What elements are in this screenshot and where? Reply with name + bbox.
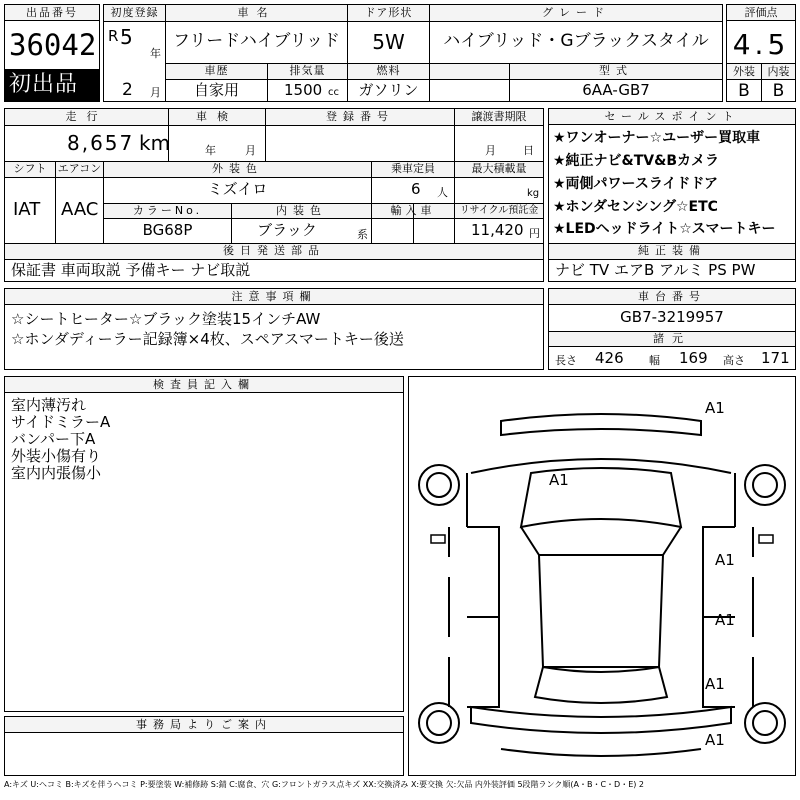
- import-label: 輸入車: [390, 204, 436, 217]
- damage-mark-right-rear: A1: [715, 611, 735, 629]
- door-type: 5W: [372, 30, 405, 54]
- inspector-line-3: バンパー下A: [11, 430, 96, 448]
- lot-label: 出品番号: [5, 5, 99, 21]
- sales-point-1: ★ワンオーナー☆ユーザー買取車: [553, 130, 761, 146]
- reg-label: 初度登録: [110, 6, 159, 19]
- length-label: 長さ: [555, 354, 577, 367]
- first-listing-badge: [5, 69, 99, 101]
- damage-mark-front-bumper: A1: [705, 399, 725, 417]
- ext-label: 外装: [733, 65, 755, 78]
- first-listing-text: 初出品: [9, 72, 79, 97]
- car-diagram: [408, 376, 796, 776]
- notes-title: 注意事項欄: [5, 289, 543, 305]
- load-unit: kg: [527, 188, 540, 199]
- grade: ハイブリッド・Gブラックスタイル: [443, 31, 709, 51]
- history: 自家用: [193, 81, 239, 99]
- details-grid: [4, 108, 544, 282]
- inspector-line-5: 室内内張傷小: [11, 464, 102, 482]
- color-no: BG68P: [142, 221, 193, 239]
- mileage: 8,657: [67, 131, 135, 155]
- shift-label: シフト: [13, 162, 47, 175]
- office-title: 事務局よりご案内: [5, 717, 403, 733]
- insp-year-unit: 年: [205, 144, 216, 157]
- sales-point-5: ★LEDヘッドライト☆スマートキー: [553, 221, 776, 237]
- model-label: 型式: [599, 64, 633, 77]
- inspector-box: [4, 376, 404, 712]
- width-label: 幅: [649, 354, 660, 367]
- capacity: 6: [411, 180, 421, 198]
- era: R: [108, 27, 119, 45]
- damage-mark-rear-bumper: A1: [705, 731, 725, 749]
- sales-points-title: セールスポイント: [549, 109, 795, 125]
- model: 6AA-GB7: [582, 81, 650, 99]
- transfer-month-unit: 月: [485, 144, 496, 157]
- sales-points-box: [548, 108, 796, 282]
- lot-number: 36042: [9, 28, 97, 62]
- car-name-label: 車名: [237, 6, 276, 19]
- chassis-title: 車台番号: [549, 289, 795, 305]
- note-line-2: ☆ホンダディーラー記録簿×4枚、スペアスマートキー後送: [11, 330, 404, 348]
- year-unit: 年: [150, 47, 161, 60]
- recycle-label: リサイクル預託金: [459, 205, 539, 216]
- recycle-fee: 11,420: [471, 221, 524, 239]
- ac: AAC: [61, 199, 99, 220]
- sales-point-2: ★純正ナビ&TV&Bカメラ: [553, 153, 720, 169]
- mileage-label: 走行: [65, 110, 108, 123]
- height: 171: [761, 349, 790, 367]
- mileage-unit: km: [139, 131, 171, 155]
- exterior-color: ミズイロ: [207, 180, 268, 198]
- lot-box: [4, 4, 100, 102]
- later-parts: 保証書 車両取説 予備キー ナビ取説: [11, 261, 251, 279]
- inspector-line-1: 室内薄汚れ: [11, 396, 87, 414]
- dims-title: 諸元: [653, 332, 691, 345]
- fuel: ガソリン: [358, 81, 419, 99]
- inspection-label: 車検: [196, 110, 238, 123]
- transfer-day-unit: 日: [523, 144, 534, 157]
- load-label: 最大積載量: [471, 162, 527, 175]
- notes-box: [4, 288, 544, 370]
- transfer-label: 譲渡書期限: [471, 110, 527, 123]
- reg-no-label: 登録番号: [326, 110, 394, 123]
- month-unit: 月: [150, 86, 161, 99]
- int-label: 内装: [767, 65, 790, 78]
- reg-month: 2: [122, 80, 133, 100]
- int-grade: B: [772, 81, 785, 101]
- reg-year: 5: [120, 25, 133, 49]
- damage-mark-rear-corner: A1: [705, 675, 725, 693]
- capacity-unit: 人: [437, 186, 448, 199]
- recycle-unit: 円: [529, 227, 540, 240]
- score-label: 評価点: [727, 5, 795, 21]
- displacement-unit: cc: [328, 87, 339, 98]
- equipment-title: 純正装備: [638, 244, 706, 257]
- color-label: 外装色: [212, 162, 263, 175]
- grade-label: グレード: [542, 6, 610, 19]
- interior-color: ブラック: [257, 221, 317, 239]
- color-no-label: カラーNo.: [132, 204, 203, 217]
- car-name: フリードハイブリッド: [172, 31, 341, 51]
- ac-label: エアコン: [57, 162, 102, 175]
- insp-month-unit: 月: [245, 144, 256, 157]
- sales-point-3: ★両側パワースライドドア: [553, 176, 719, 192]
- capacity-label: 乗車定員: [391, 162, 435, 175]
- inspector-line-2: サイドミラーA: [11, 413, 111, 431]
- legend: A:キズ U:ヘコミ B:キズを伴うヘコミ P:要塗装 W:補修跡 S:錆 C:腐食、穴 G:フロントガラス点キズ XX:交換済み X:要交換 欠:欠品 内外装評価 5段階ランク順(A・B・C・D・E) 2: [4, 780, 645, 789]
- chassis-box: [548, 288, 796, 370]
- door-label: ドア形状: [364, 6, 413, 19]
- displacement: 1500: [284, 81, 323, 99]
- later-parts-label: 後日発送部品: [223, 244, 325, 257]
- damage-mark-hood: A1: [549, 471, 569, 489]
- history-label: 車歴: [204, 64, 229, 77]
- int-color-label: 内装色: [276, 204, 327, 217]
- score-value: 4.5: [732, 28, 790, 61]
- equipment: ナビ TV エアB アルミ PS PW: [555, 261, 756, 279]
- car-outline: [409, 377, 795, 775]
- shift: IAT: [13, 199, 41, 220]
- damage-mark-right-side: A1: [715, 551, 735, 569]
- length: 426: [595, 349, 624, 367]
- fuel-label: 燃料: [376, 64, 401, 77]
- sales-point-4: ★ホンダセンシング☆ETC: [553, 199, 718, 215]
- inspector-line-4: 外装小傷有り: [11, 447, 102, 465]
- office-box: [4, 716, 404, 776]
- height-label: 高さ: [723, 354, 745, 367]
- displacement-label: 排気量: [289, 64, 326, 77]
- note-line-1: ☆シートヒーター☆ブラック塗装15インチAW: [11, 310, 321, 328]
- int-color-unit: 系: [357, 228, 368, 241]
- header-grid: [103, 4, 723, 102]
- inspector-title: 検査員記入欄: [5, 377, 403, 393]
- width: 169: [679, 349, 708, 367]
- score-box: [726, 4, 796, 102]
- ext-grade: B: [738, 81, 750, 101]
- chassis-number: GB7-3219957: [620, 308, 724, 326]
